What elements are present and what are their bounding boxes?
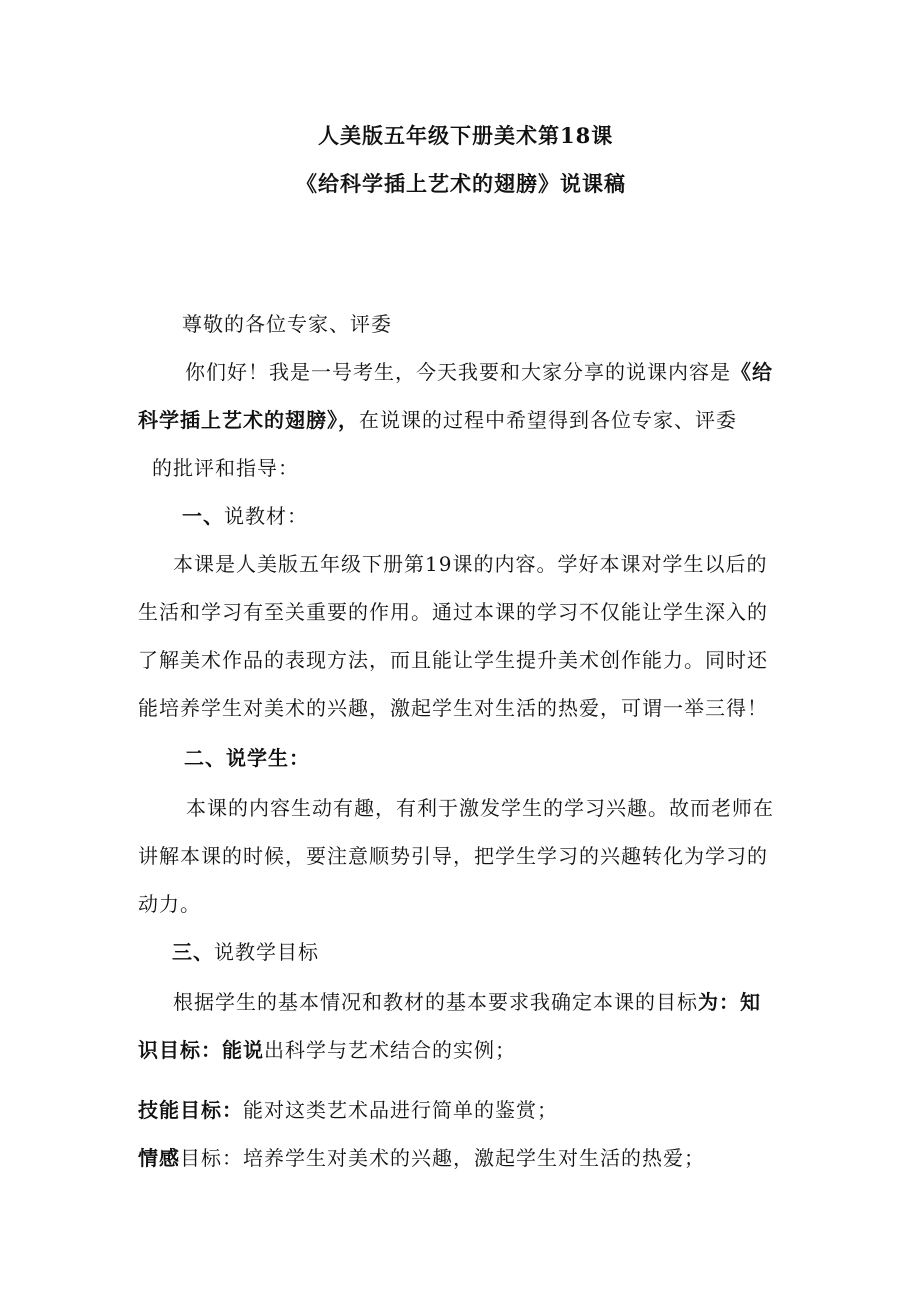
skill-goal xyxy=(138,1098,558,1122)
emotion-goal-label: 情感 xyxy=(138,1146,180,1170)
lesson-title-start: 《给 xyxy=(731,360,773,384)
section-title: 说教材： xyxy=(224,504,308,528)
intro-line-3: 的批评和指导： xyxy=(152,456,299,480)
intro-line-1 xyxy=(185,360,773,384)
emotion-goal xyxy=(138,1146,705,1170)
section-number: 一、 xyxy=(182,504,224,528)
intro-text: 你们好！我是一号考生，今天我要和大家分享的说课内容是 xyxy=(185,360,731,384)
knowledge-goal xyxy=(138,1038,516,1062)
section-1-paragraph-line: 了解美术作品的表现方法，而且能让学生提升美术创作能力。同时还 xyxy=(138,648,768,672)
intro-line-2 xyxy=(138,408,737,432)
lesson-title-end: 科学插上艺术的翅膀》， xyxy=(138,408,359,432)
section-2-paragraph-line: 讲解本课的时候，要注意顺势引导，把学生学习的兴趣转化为学习的 xyxy=(138,844,768,868)
section-3-paragraph-line xyxy=(173,990,761,1014)
section-2-paragraph-line: 本课的内容生动有趣，有利于激发学生的学习兴趣。故而老师在 xyxy=(186,796,774,820)
section-3-heading xyxy=(172,940,319,964)
skill-goal-text: 能对这类艺术品进行简单的鉴赏； xyxy=(243,1098,558,1122)
intro-text: 在说课的过程中希望得到各位专家、评委 xyxy=(359,408,737,432)
section-title: 说教学目标 xyxy=(214,940,319,964)
knowledge-goal-label: 识目标：能说 xyxy=(138,1038,264,1062)
section-1-paragraph-line: 能培养学生对美术的兴趣，激起学生对生活的热爱，可谓一举三得！ xyxy=(138,696,768,720)
goal-intro-text: 根据学生的基本情况和教材的基本要求我确定本课的目标 xyxy=(173,990,698,1014)
document-title-line2: 《给科学插上艺术的翅膀》说课稿 xyxy=(296,171,626,196)
knowledge-goal-text: 出科学与艺术结合的实例； xyxy=(264,1038,516,1062)
skill-goal-label: 技能目标： xyxy=(138,1098,243,1122)
section-1-heading xyxy=(182,504,308,528)
section-2-paragraph-line: 动力。 xyxy=(138,892,201,916)
section-1-paragraph-line: 生活和学习有至关重要的作用。通过本课的学习不仅能让学生深入的 xyxy=(138,600,768,624)
goal-intro-bold: 为：知 xyxy=(698,990,761,1014)
section-2-heading: 二、说学生： xyxy=(184,746,310,770)
greeting: 尊敬的各位专家、评委 xyxy=(182,312,392,336)
emotion-goal-text: 目标：培养学生对美术的兴趣，激起学生对生活的热爱； xyxy=(180,1146,705,1170)
section-1-paragraph-line: 本课是人美版五年级下册第19课的内容。学好本课对学生以后的 xyxy=(173,552,768,576)
document-title-line1: 人美版五年级下册美术第18课 xyxy=(318,123,614,148)
section-number: 三、 xyxy=(172,940,214,964)
